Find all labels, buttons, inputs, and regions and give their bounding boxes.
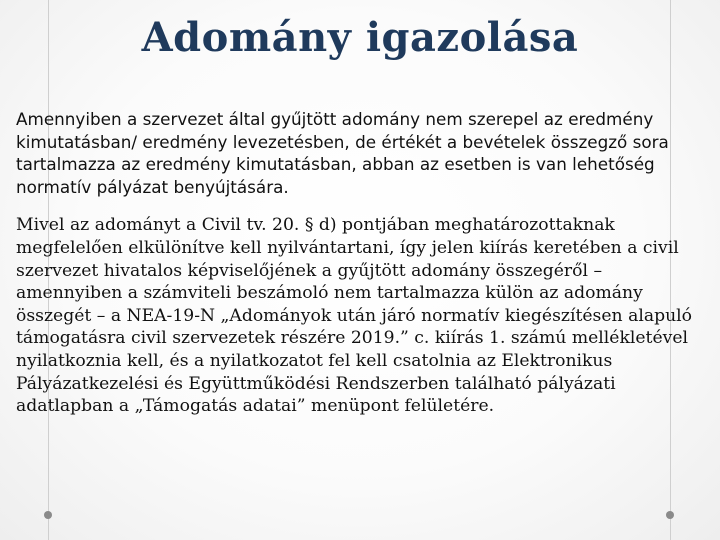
right-frame-dot [666,511,674,519]
left-frame-dot [44,511,52,519]
paragraph-declaration: Mivel az adományt a Civil tv. 20. § d) pontjában meghatározottaknak megfelelően elkülönítve kell nyilvántartani, így jelen kiírás keretében a civil szervezet hivatalos képviselőjének a gyűjtött adomány összegéről – amennyiben a számviteli beszámoló nem tartalmazza külön az adomány összegét – a NEA-19-N „Adományok után járó normatív kiegészítésen alapuló támogatásra civil szervezetek részére 2019.” c. kiírás 1. számú mellékletével nyilatkoznia kell, és a nyilatkozatot fel kell csatolnia az Elektronikus Pályázatkezelési és Együttműködési Rendszerben található pályázati adatlapban a „Támogatás adatai” menüpont felületére. [16,215,692,417]
paragraph-eligibility: Amennyiben a szervezet által gyűjtött adomány nem szerepel az eredmény kimutatásban/ eredmény levezetésben, de értékét a bevételek összegző sora tartalmazza az eredmény kimutatásban, abban az esetben is van lehetőség normatív pályázat benyújtására. [16,109,669,197]
slide-body [16,108,706,418]
slide-title: Adomány igazolása [141,14,579,61]
